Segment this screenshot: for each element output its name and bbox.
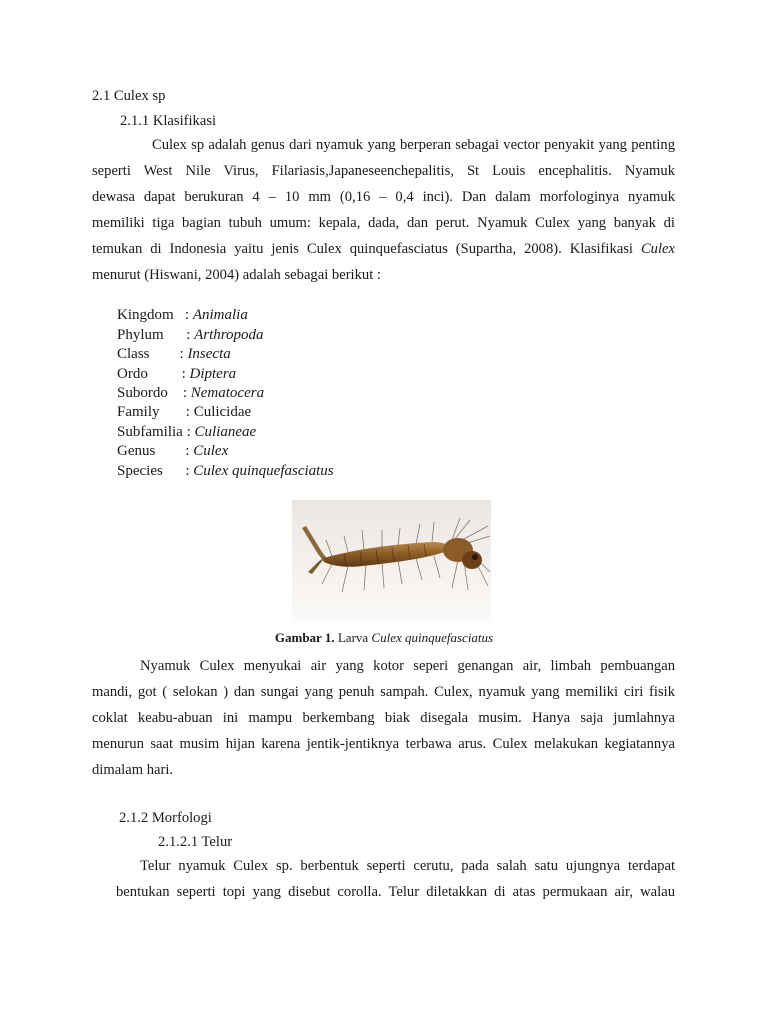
classification-separator: : <box>159 404 194 420</box>
paragraph-text: temukan di Indonesia yaitu jenis Culex quinquefasciatus (Supartha, 2008). Klasifikasi <box>92 241 633 257</box>
classification-key: Genus <box>117 443 156 459</box>
paragraph-line: dimalam hari. <box>92 762 174 778</box>
classification-row <box>117 385 264 402</box>
paragraph-line: menurun saat musim hijan karena jentik-jentiknya terbawa arus. Culex melakukan kegiatannya <box>92 736 675 752</box>
classification-value: Diptera <box>189 366 237 382</box>
classification-separator: : <box>162 463 194 479</box>
classification-key: Kingdom <box>117 307 174 323</box>
classification-row <box>117 307 248 324</box>
italic-genus: Culex <box>640 241 675 257</box>
paragraph-line: mandi, got ( selokan ) dan sungai yang penuh sampah. Culex, nyamuk yang memiliki ciri fisik <box>92 684 675 700</box>
paragraph-line: Nyamuk Culex menyukai air yang kotor seperi genangan air, limbah pembuangan <box>140 658 675 674</box>
classification-separator: : <box>173 307 193 323</box>
classification-key: Species <box>117 463 163 479</box>
paragraph-line: memiliki tiga bagian tubuh umum: kepala, dada, dan perut. Nyamuk Culex yang banyak di <box>92 215 675 231</box>
classification-key: Family <box>117 404 160 420</box>
classification-row <box>117 443 228 460</box>
caption-label: Gambar 1. <box>274 630 335 645</box>
classification-value: Insecta <box>187 346 231 362</box>
paragraph-line: dewasa dapat berukuran 4 – 10 mm (0,16 – 0,4 inci). Dan dalam morfologinya nyamuk <box>92 189 675 205</box>
subsection-heading-klasifikasi: 2.1.1 Klasifikasi <box>120 113 217 129</box>
caption-text: Larva <box>334 630 372 645</box>
classification-key: Subfamilia <box>117 424 183 440</box>
subsubsection-heading-telur: 2.1.2.1 Telur <box>158 834 233 850</box>
paragraph-line: coklat keabu-abuan ini mampu berkembang biak disegala musim. Hanya saja jumlahnya <box>92 710 675 726</box>
classification-key: Phylum <box>117 327 164 343</box>
classification-value: Culex quinquefasciatus <box>193 463 334 479</box>
classification-row <box>117 424 256 441</box>
paragraph-line: bentukan seperti topi yang disebut corolla. Telur diletakkan di atas permukaan air, walau <box>116 884 675 900</box>
classification-value: Culicidae <box>193 404 252 420</box>
classification-separator: : <box>163 327 195 343</box>
classification-row <box>117 366 236 383</box>
caption-species: Culex quinquefasciatus <box>371 630 494 645</box>
larva-photo <box>292 500 491 623</box>
paragraph-line: Telur nyamuk Culex sp. berbentuk seperti cerutu, pada salah satu ujungnya terdapat <box>140 858 675 874</box>
classification-row <box>117 346 231 363</box>
classification-row <box>117 327 264 344</box>
classification-separator: : <box>167 385 191 401</box>
figure-caption <box>0 630 768 646</box>
classification-value: Arthropoda <box>194 327 264 343</box>
section-heading-culex: 2.1 Culex sp <box>92 88 166 104</box>
classification-separator: : <box>147 366 190 382</box>
classification-separator: : <box>149 346 188 362</box>
classification-row <box>117 463 334 480</box>
classification-separator: : <box>155 443 194 459</box>
classification-row <box>117 404 251 421</box>
classification-value: Culianeae <box>194 424 257 440</box>
subsection-heading-morfologi: 2.1.2 Morfologi <box>119 810 212 826</box>
classification-key: Subordo <box>117 385 168 401</box>
larva-illustration <box>292 500 491 623</box>
classification-value: Nematocera <box>190 385 265 401</box>
classification-separator: : <box>182 424 195 440</box>
paragraph-line: Culex sp adalah genus dari nyamuk yang berperan sebagai vector penyakit yang penting <box>152 137 675 153</box>
paragraph-line: menurut (Hiswani, 2004) adalah sebagai berikut : <box>92 267 381 283</box>
classification-value: Culex <box>193 443 229 459</box>
classification-key: Class <box>117 346 150 362</box>
paragraph-line: seperti West Nile Virus, Filariasis,Japaneseenchepalitis, St Louis encephalitis. Nyamuk <box>92 163 675 179</box>
classification-value: Animalia <box>192 307 248 323</box>
paragraph-line-with-italic <box>92 241 675 258</box>
classification-key: Ordo <box>117 366 148 382</box>
